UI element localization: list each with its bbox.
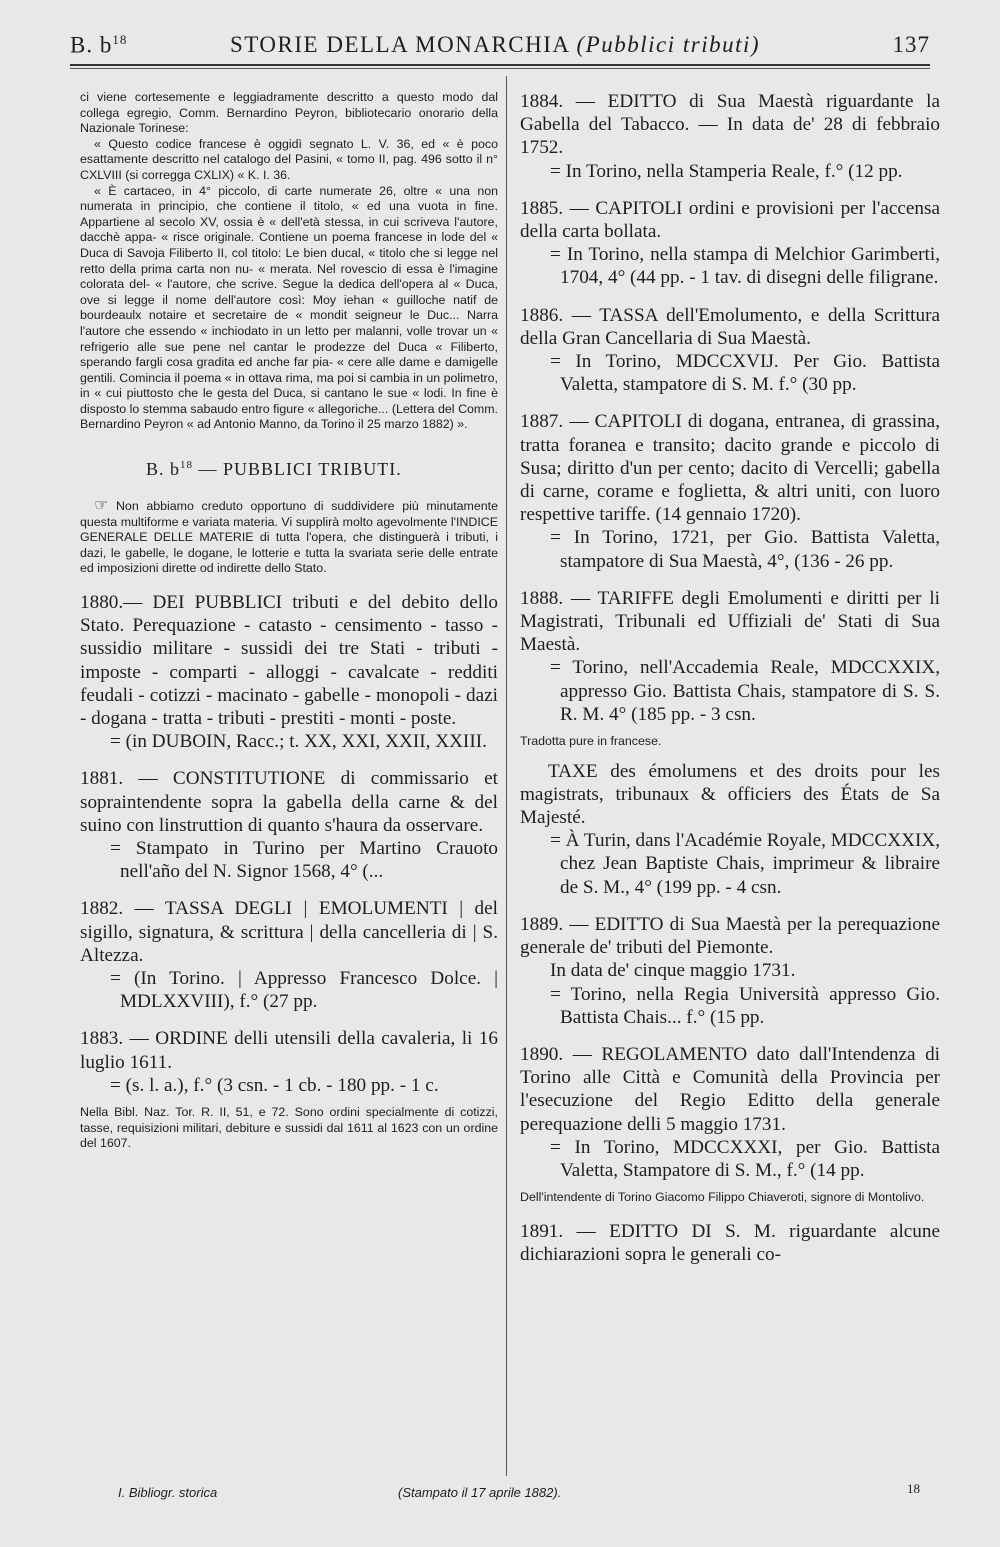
entry-body: 1881. — CONSTITUTIONE di commissario et sopraintendente sopra la gabella della carne & del suino con linstruttion di quanto s'haura da osservare. xyxy=(80,768,498,836)
entry-body: 1887. — CAPITOLI di dogana, entranea, di grassina, tratta foranea e transito; dacito grande e piccolo di Susa; diritto d'un per cento; dacito di Vercelli; gabella di carne, corame e foglietta, & altri uniti, con luoro respettive tariffe. (14 gennaio 1720). xyxy=(520,411,940,526)
entry-note: Tradotta pure in francese. xyxy=(520,734,662,749)
entry-1883 xyxy=(80,1027,498,1151)
entry-edition: = (in DUBOIN, Racc.; t. XX, XXI, XXII, XXIII. xyxy=(110,731,487,753)
quote-paragraph: « Questo codice francese è oggidì segnato L. V. 36, ed « è poco esattamente descritto nel catalogo del Pasini, « tomo II, pag. 496 sotto il n° CXLVIII (si corregga CXLIX) « K. I. 36. xyxy=(80,136,498,182)
entry-edition: In data de' cinque maggio 1731. xyxy=(550,960,796,982)
entry-1881 xyxy=(80,767,498,883)
footer-print-date: (Stampato il 17 aprile 1882). xyxy=(398,1485,562,1500)
entry-1880 xyxy=(80,591,498,753)
entry-1887 xyxy=(520,410,940,572)
right-column xyxy=(520,90,940,1266)
entry-body: 1885. — CAPITOLI ordini e provisioni per l'accensa della carta bollata. xyxy=(520,197,940,243)
column-divider xyxy=(506,76,507,1476)
pointing-hand-icon: ☞ xyxy=(94,497,109,515)
section-note: ☞ Non abbiamo creduto opportuno di suddividere più minutamente questa multiforme e variata materia. Vi supplirà molto agevolmente l'INDICE GENERALE DELLE MATERIE di tutta l'opera, che distinguerà i tributi, i dazi, le gabelle, le dogane, le lotterie e tutta la svariata serie delle entrate ed imposizioni dirette od indirette dello Stato. xyxy=(80,497,498,576)
entry-body: 1880.— DEI PUBBLICI tributi e del debito dello Stato. Perequazione - catasto - censimento - tasso - sussidio militare - sussidi dei tre Stati - tributi - imposte - comparti - alloggi - cavalcate - redditi feudali - cotizzi - macinato - gabelle - monopoli - dazi - dogana - tratta - tributi - prestiti - monti - poste. xyxy=(80,592,498,730)
entry-body: 1888. — TARIFFE degli Emolumenti e diritti per li Magistrati, Tribunali ed Uffiziali de' Stati di Sua Maestà. xyxy=(520,587,940,656)
entry-edition: = In Torino, nella stampa di Melchior Garimberti, 1704, 4° (44 pp. - 1 tav. di disegni delle filigrane. xyxy=(550,244,940,289)
entry-edition: = In Torino, MDCCXXXI, per Gio. Battista Valetta, Stampatore di S. M., f.° (14 pp. xyxy=(550,1136,940,1181)
intro-paragraph: ci viene cortesemente e leggiadramente descritto a questo modo dal collega egregio, Comm. Bernardino Peyron, bibliotecario onorario della Nazionale Torinese: xyxy=(80,90,498,136)
entry-edition: = In Torino, MDCCXVIJ. Per Gio. Battista Valetta, stampatore di S. M. f.° (30 pp. xyxy=(550,351,940,396)
entry-body: 1890. — REGOLAMENTO dato dall'Intendenza di Torino alle Città e Comunità della Provincia per l'esecuzione del Regio Editto della generale perequazione delli 5 maggio 1731. xyxy=(520,1043,940,1135)
entry-edition: = In Torino, nella Stamperia Reale, f.° (12 pp. xyxy=(550,160,903,182)
entry-body: 1884. — EDITTO di Sua Maestà riguardante la Gabella del Tabacco. — In data de' 28 di febbraio 1752. xyxy=(520,91,940,159)
entry-body: 1883. — ORDINE delli utensili della cavaleria, li 16 luglio 1611. xyxy=(80,1028,498,1073)
entry-1885 xyxy=(520,197,940,290)
entry-1889 xyxy=(520,913,940,1029)
header-rule xyxy=(70,64,930,66)
entry-body: 1889. — EDITTO di Sua Maestà per la perequazione generale de' tributi del Piemonte. xyxy=(520,913,940,959)
left-column xyxy=(80,90,498,1152)
entry-1884 xyxy=(520,90,940,183)
footer-signature: I. Bibliogr. storica xyxy=(118,1485,218,1500)
entry-note: Dell'intendente di Torino Giacomo Filippo Chiaveroti, signore di Montolivo. xyxy=(520,1190,925,1205)
entry-note: Nella Bibl. Naz. Tor. R. II, 51, e 72. Sono ordini specialmente di cotizzi, tasse, requisizioni militari, debiture e sussidi dal 1611 al 1623 con un ordine del 1607. xyxy=(80,1105,498,1151)
entry-edition: = In Torino, 1721, per Gio. Battista Valetta, stampatore di Sua Maestà, 4°, (136 - 26 pp. xyxy=(550,527,940,572)
footer-sheet-number: 18 xyxy=(907,1481,920,1496)
entry-edition: = (s. l. a.), f.° (3 csn. - 1 cb. - 180 pp. - 1 c. xyxy=(110,1074,439,1096)
entry-edition: = Torino, nell'Accademia Reale, MDCCXXIX, appresso Gio. Battista Chais, stampatore di S. S. R. M. 4° (185 pp. - 3 csn. xyxy=(550,657,940,725)
page-number: 137 xyxy=(892,32,930,57)
entry-body: 1886. — TASSA dell'Emolumento, e della Scrittura della Gran Cancellaria di Sua Maestà. xyxy=(520,304,940,349)
entry-edition: = Stampato in Turino per Martino Crauoto nell'año del N. Signor 1568, 4° (... xyxy=(110,838,498,883)
quote-paragraph: « È cartaceo, in 4° piccolo, di carte numerate 26, oltre « una non numerata in principio, che contiene il titolo, « ed una vuota in fine. Appartiene al secolo XV, ossia è « dell'età stessa, in cui scriveva l'autore, dacchè appa- « risce originale. Contiene un poema francese in lode del « Duca di Savoja Filiberto II, col titolo: Le bien ducal, « titolo che si legge nel retto della prima carta non nu- « merata. Nel rovescio di essa è l'imagine colorata del- « l'autore, che scrive. Segue la dedica dell'opera al « Duca, ove si legge il nome dell'autore così: Moy iehan « guilloche natif de bourdeaulx notaire et secretaire de « mondit seigneur le Duc... Narra l'autore che essendo « inchiodato in un letto per malanni, volle trovar un « refrigerio alle sue pene nel cantar le prodezze del Duca « Filiberto, sperando fargli cosa gradita ed anche far pia- « cere alle dame e damigelle gentili. Comincia il poema « in ottava rima, ma poi si cambia in un polimetro, in « cui piuttosto che le gesta del Duca, si cantano le sue « lodi. In fine è disposto lo stemma sabaudo entro figure « allegoriche... (Lettera del Comm. Bernardino Peyron « ad Antonio Manno, da Torino il 25 marzo 1882) ». xyxy=(80,183,498,432)
running-header xyxy=(70,28,930,64)
header-title: STORIE DELLA MONARCHIA (Pubblici tributi) xyxy=(230,32,761,57)
entry-french-edition: = À Turin, dans l'Académie Royale, MDCCXXIX, chez Jean Baptiste Chais, imprimeur & libraire de S. M., 4° (199 pp. - 4 csn. xyxy=(550,830,941,898)
page-footer xyxy=(118,1481,920,1515)
entry-french-body: TAXE des émolumens et des droits pour les magistrats, tribunaux & officiers des États de Sa Majesté. xyxy=(520,760,940,829)
entry-1882 xyxy=(80,897,498,1013)
entry-1891 xyxy=(520,1220,940,1266)
section-title: B. $b^{18}$ — PUBBLICI TRIBUTI. xyxy=(146,459,402,480)
entry-body: 1891. — EDITTO DI S. M. riguardante alcune dichiarazioni sopra le generali co- xyxy=(520,1220,940,1265)
entry-1890 xyxy=(520,1043,940,1206)
entry-body: 1882. — TASSA DEGLI | EMOLUMENTI | del sigillo, signatura, & scrittura | della cancelleria di | S. Altezza. xyxy=(80,898,498,966)
entry-edition: = (In Torino. | Appresso Francesco Dolce. | MDLXXVIII), f.° (27 pp. xyxy=(110,968,498,1013)
entry-1886 xyxy=(520,304,940,397)
header-section-code: B. $b^{18}$ xyxy=(70,32,128,58)
header-rule-thin xyxy=(70,68,930,69)
entry-1888 xyxy=(520,587,940,899)
entry-edition: = Torino, nella Regia Università appresso Gio. Battista Chais... f.° (15 pp. xyxy=(550,983,940,1028)
